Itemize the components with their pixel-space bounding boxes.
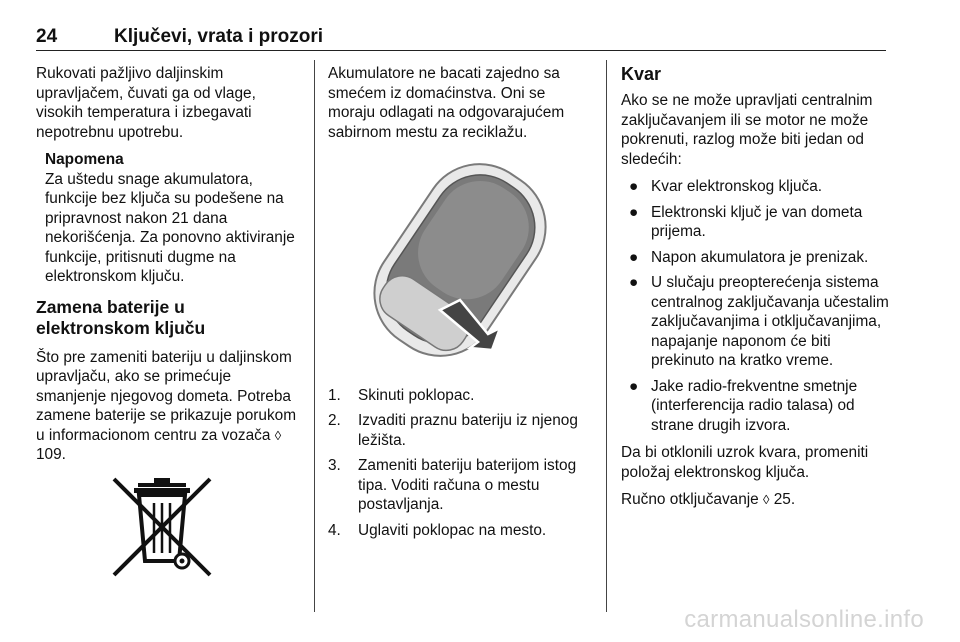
column-left xyxy=(36,64,302,582)
key-fob-illustration xyxy=(328,152,594,374)
bullet-icon: ● xyxy=(629,178,639,195)
list-item xyxy=(621,203,889,242)
step-number: 3. xyxy=(328,457,341,474)
list-item xyxy=(328,456,594,515)
section-heading: Zamena baterije u elektronskom ključu xyxy=(36,296,206,338)
column-divider xyxy=(606,60,607,612)
causes-list xyxy=(621,177,889,435)
list-item xyxy=(621,273,889,371)
column-divider xyxy=(314,60,315,612)
page-header xyxy=(36,22,886,51)
page-title: Ključevi, vrata i prozori xyxy=(114,26,324,47)
note-text: Za uštedu snage akumulatora, funkcije bez ključa su podešene na pripravnost nakon 21 dana nekorišćenja. Za ponovno aktiviranje funkcije, pritisnuti dugme na elektronskom ključu. xyxy=(45,170,295,285)
body-paragraph xyxy=(621,490,889,510)
column-middle xyxy=(328,64,594,548)
note-title: Napomena xyxy=(45,151,124,168)
page-ref-arrow-icon: ◊ xyxy=(274,427,282,443)
bullet-text: Jake radio-frekventne smetnje (interferencija radio talasa) od strane drugih izvora. xyxy=(651,377,858,434)
step-number: 4. xyxy=(328,521,341,539)
bullet-icon: ● xyxy=(629,274,639,291)
list-item xyxy=(621,248,889,268)
body-paragraph: Da bi otklonili uzrok kvara, promeniti položaj elektronskog ključa. xyxy=(621,444,869,481)
body-text: Što pre zameniti bateriju u daljinskom upravljaču, ako se primećuje smanjenje njegovog dometa. Potreba zamene baterije se prikazuje porukom u informacionom centru za vozača xyxy=(36,348,297,444)
bullet-icon: ● xyxy=(629,248,639,266)
page-number: 24 xyxy=(36,26,58,47)
steps-list xyxy=(328,386,594,541)
crossed-out-bin-icon xyxy=(108,477,302,583)
intro-paragraph: Akumulatore ne bacati zajedno sa smećem iz domaćinstva. Oni se moraju odlagati na odgovarajućem sabirnom mestu za reciklažu. xyxy=(328,65,565,141)
step-number: 2. xyxy=(328,412,341,429)
page-ref-arrow-icon: ◊ xyxy=(763,492,770,507)
note-box xyxy=(45,150,302,287)
list-item xyxy=(621,177,889,197)
bullet-icon: ● xyxy=(629,377,639,395)
bullet-text: Kvar elektronskog ključa. xyxy=(651,178,823,195)
step-text: Uglaviti poklopac na mesto. xyxy=(358,521,547,539)
intro-paragraph: Ako se ne može upravljati centralnim zaključavanjem ili se motor ne može pokrenuti, razlog može biti jedan od sledećih: xyxy=(621,92,873,168)
step-text: Zameniti bateriju baterijom istog tipa. Voditi računa o mestu postavljanja. xyxy=(358,457,577,513)
step-text: Skinuti poklopac. xyxy=(358,386,475,404)
column-right xyxy=(621,64,889,518)
bullet-text: U slučaju preopterećenja sistema centralnog zaključavanja učestalim zaključavanjima i otključavanjima, napajanje naponom će biti prekinuto na kratko vreme. xyxy=(651,274,889,369)
bullet-icon: ● xyxy=(629,203,639,221)
body-paragraph xyxy=(36,348,302,465)
list-item xyxy=(328,386,594,406)
bullet-text: Elektronski ključ je van dometa prijema. xyxy=(651,203,863,240)
watermark: carmanualsonline.info xyxy=(684,606,924,633)
list-item xyxy=(621,377,889,436)
section-heading: Kvar xyxy=(621,64,662,84)
step-text: Izvaditi praznu bateriju iz njenog ležišta. xyxy=(358,412,578,449)
body-text: Ručno otključavanje xyxy=(621,491,759,508)
page-ref-link[interactable]: 25. xyxy=(773,491,796,508)
bullet-text: Napon akumulatora je prenizak. xyxy=(651,248,869,266)
intro-paragraph: Rukovati pažljivo daljinskim upravljačem, čuvati ga od vlage, visokih temperatura i izbegavati nepotrebnu upotrebu. xyxy=(36,65,256,141)
page-ref-link[interactable]: 109. xyxy=(36,446,66,463)
list-item xyxy=(328,521,594,541)
list-item xyxy=(328,411,594,450)
step-number: 1. xyxy=(328,386,341,404)
